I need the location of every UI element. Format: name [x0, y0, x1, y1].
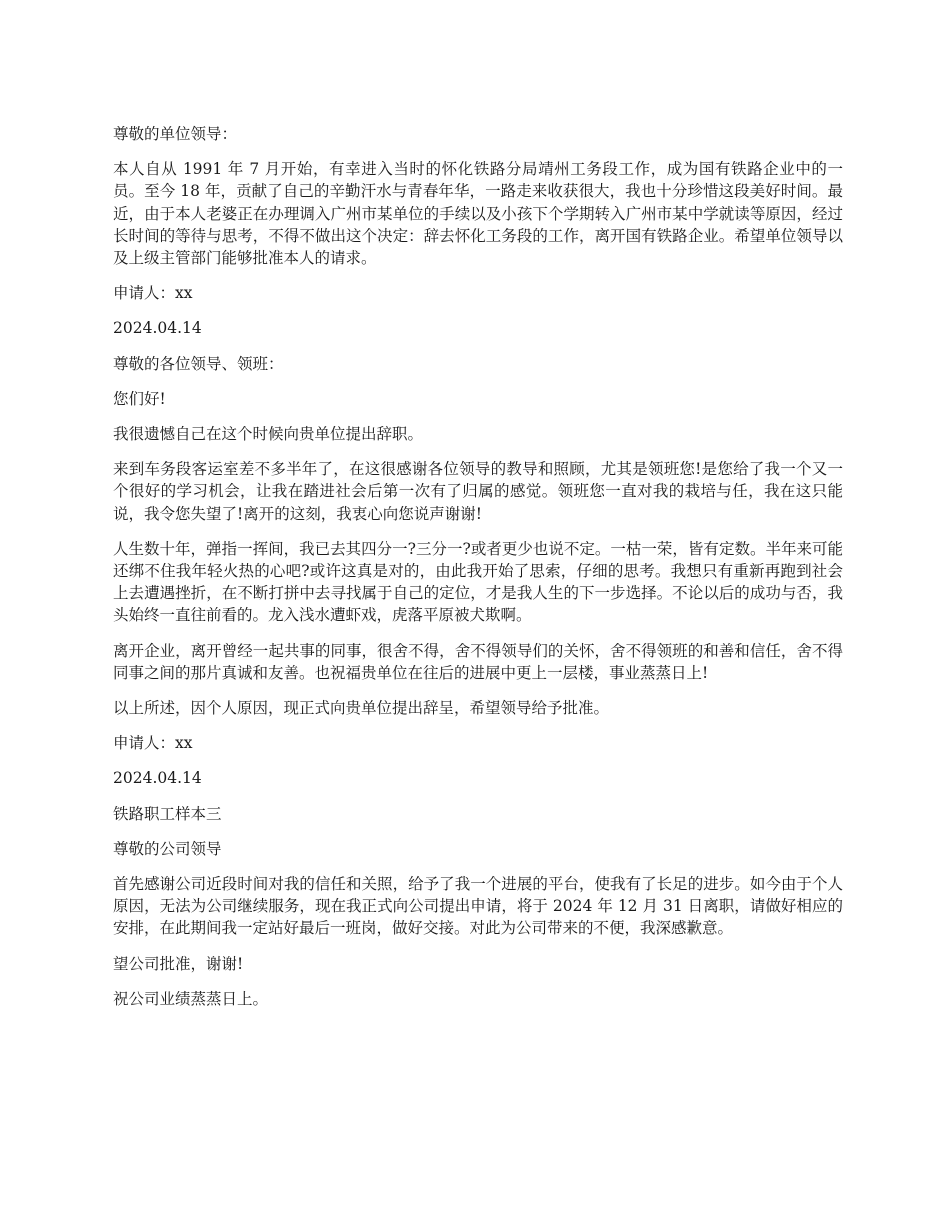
body-paragraph: 本人自从 1991 年 7 月开始，有幸进入当时的怀化铁路分局靖州工务段工作，成为国有铁路企业中的一员。至今 18 年，贡献了自己的辛勤汗水与青春年华，一路走来收获很大，我也十分珍惜这段美好时间。最近，由于本人老婆正在办理调入广州市某单位的手续以及小孩下个学期转入广州市某中学就读等原因，经过长时间的等待与思考，不得不做出这个决定：辞去怀化工务段的工作，离开国有铁路企业。希望单位领导以及上级主管部门能够批准本人的请求。: [113, 160, 843, 268]
salutation: 尊敬的单位领导：: [113, 125, 238, 143]
body-paragraph: 以上所述，因个人原因，现正式向贵单位提出辞呈，希望领导给予批准。: [113, 699, 610, 718]
body-paragraph: 我很遗憾自己在这个时候向贵单位提出辞职。: [113, 425, 424, 444]
closing-line: 望公司批准，谢谢!: [113, 954, 244, 973]
applicant-line: 申请人：xx: [113, 284, 193, 303]
salutation: 尊敬的公司领导: [113, 839, 222, 858]
body-paragraph: 首先感谢公司近段时间对我的信任和关照，给予了我一个进展的平台，使我有了长足的进步。如今由于个人原因，无法为公司继续服务，现在我正式向公司提出申请，将于 2024 年 12 月 31 日离职，请做好相应的安排，在此期间我一定站好最后一班岗，做好交接。对此为公司带来的不便，我深感歉意。: [113, 875, 843, 938]
document-body: [113, 123, 843, 1023]
salutation: 尊敬的各位领导、领班：: [113, 354, 284, 373]
greeting: 您们好!: [113, 389, 166, 408]
section-title: 铁路职工样本三: [113, 804, 222, 823]
body-paragraph: 来到车务段客运室差不多半年了，在这很感谢各位领导的教导和照顾，尤其是领班您!是您给了我一个又一个很好的学习机会，让我在踏进社会后第一次有了归属的感觉。领班您一直对我的栽培与任，我在这只能说，我令您失望了!离开的这刻，我衷心向您说声谢谢!: [113, 460, 843, 523]
applicant-line: 申请人：xx: [113, 734, 193, 753]
closing-line: 祝公司业绩蒸蒸日上。: [113, 989, 269, 1008]
date-line: 2024.04.14: [113, 769, 202, 788]
date-line: 2024.04.14: [113, 319, 202, 338]
body-paragraph: 离开企业，离开曾经一起共事的同事，很舍不得，舍不得领导们的关怀，舍不得领班的和善和信任，舍不得同事之间的那片真诚和友善。也祝福贵单位在往后的进展中更上一层楼，事业蒸蒸日上!: [113, 641, 843, 682]
body-paragraph: 人生数十年，弹指一挥间，我已去其四分一?三分一?或者更少也说不定。一枯一荣，皆有定数。半年来可能还绑不住我年轻火热的心吧?或许这真是对的，由此我开始了思索，仔细的思考。我想只有重新再跑到社会上去遭遇挫折，在不断打拼中去寻找属于自己的定位，才是我人生的下一步选择。不论以后的成功与否，我头始终一直往前看的。龙入浅水遭虾戏，虎落平原被犬欺啊。: [113, 539, 843, 625]
